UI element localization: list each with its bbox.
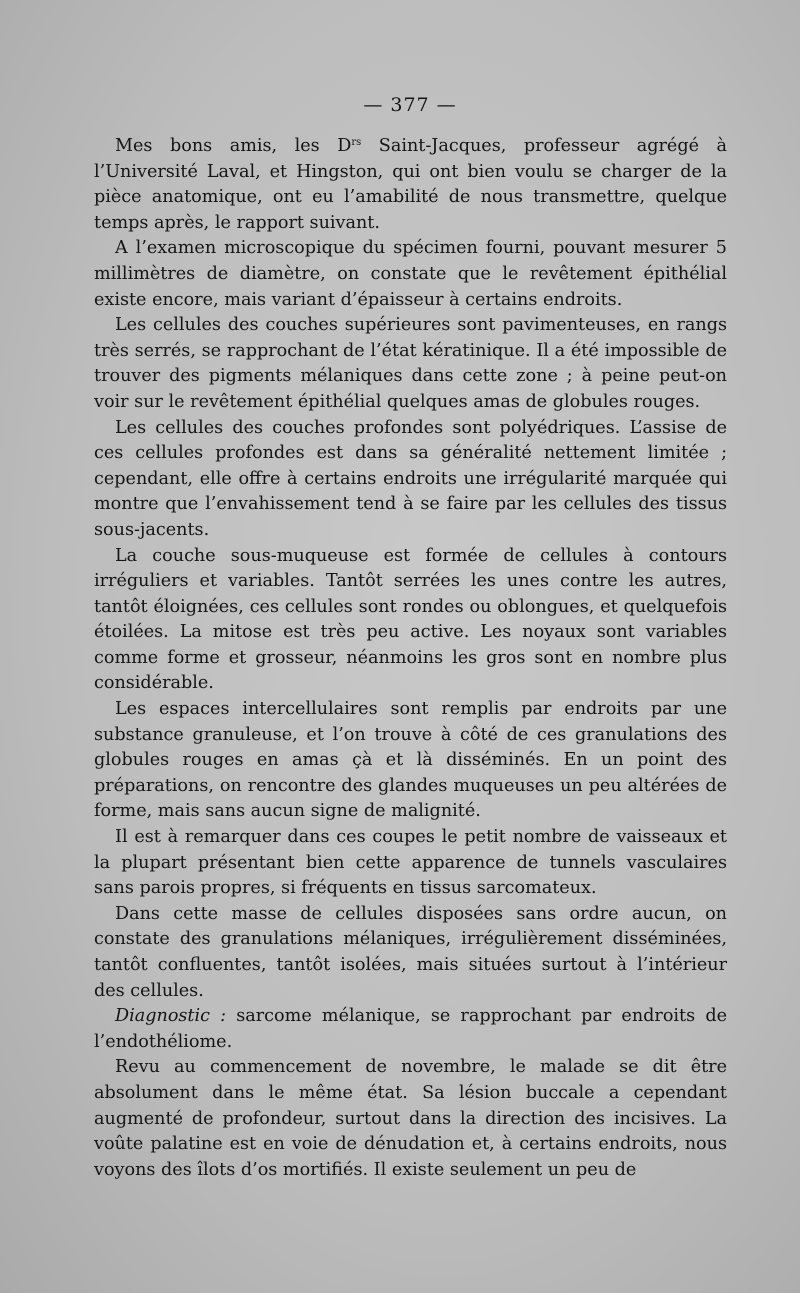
- paragraph-3: Les cellules des couches supérieures sont pavimenteuses, en rangs très serrés, se rapprochant de l’état kératinique. Il a été impossible de trouver des pigments mélaniques dans cette zone ; à peine peut-on voir sur le revêtement épithélial quelques amas de globules rouges.: [94, 315, 727, 412]
- paragraph-7: Il est à remarquer dans ces coupes le petit nombre de vaisseaux et la plupart présentant bien cette apparence de tunnels vasculaires sans parois propres, si fréquents en tissus sarcomateux.: [94, 827, 727, 899]
- superscript-drs: rs: [351, 137, 362, 148]
- diagnostic-text: sarcome mélanique, se rapprochant par endroits de l’endothéliome.: [94, 1006, 727, 1052]
- paragraph-5: La couche sous-muqueuse est formée de cellules à contours irréguliers et variables. Tantôt serrées les unes contre les autres, tantôt éloignées, ces cellules sont rondes ou oblongues, et quelquefois étoilées. La mitose est très peu active. Les noyaux sont variables comme forme et grosseur, néanmoins les gros sont en nombre plus considérable.: [94, 545, 727, 694]
- paragraph-9: [94, 1004, 727, 1055]
- paragraph-6: Les espaces intercellulaires sont remplis par endroits par une substance granuleuse, et l’on trouve à côté de ces granulations des globules rouges en amas çà et là disséminés. En un point des préparations, on rencontre des glandes muqueuses un peu altérées de forme, mais sans aucun signe de malignité.: [94, 699, 727, 822]
- paragraph-1-start: Mes bons amis, les D: [115, 136, 352, 156]
- paragraph-8: Dans cette masse de cellules disposées sans ordre aucun, on constate des granulations mélaniques, irrégulièrement disséminées, tantôt confluentes, tantôt isolées, mais situées surtout à l’intérieur des cellules.: [94, 903, 727, 1001]
- diagnostic-label: Diagnostic :: [115, 1006, 227, 1027]
- page-number: — 377 —: [363, 94, 457, 116]
- paragraph-10: Revu au commencement de novembre, le malade se dit être absolument dans le même état. Sa lésion buccale a cependant augmenté de profondeur, surtout dans la direction des incisives. La voûte palatine est en voie de dénudation et, à certains endroits, nous voyons des îlots d’os mortifiés. Il existe seulement un peu de: [94, 1057, 727, 1180]
- paragraph-4: Les cellules des couches profondes sont polyédriques. L’assise de ces cellules profondes est dans sa généralité nettement limitée ; cependant, elle offre à certains endroits une irrégularité marquée qui montre que l’envahissement tend à se faire par les cellules des tissus sous-jacents.: [94, 417, 727, 540]
- paragraph-1: [94, 134, 727, 236]
- body-text: [94, 134, 727, 1183]
- paragraph-2: A l’examen microscopique du spécimen fourni, pouvant mesurer 5 millimètres de diamètre, on constate que le revêtement épithélial existe encore, mais variant d’épaisseur à certains endroits.: [94, 238, 727, 310]
- paragraph-1-rest: Saint-Jacques, professeur agrégé à l’Université Laval, et Hingston, qui ont bien voulu se charger de la pièce anatomique, ont eu l’amabilité de nous transmettre, quelque temps après, le rapport suivant.: [94, 136, 728, 233]
